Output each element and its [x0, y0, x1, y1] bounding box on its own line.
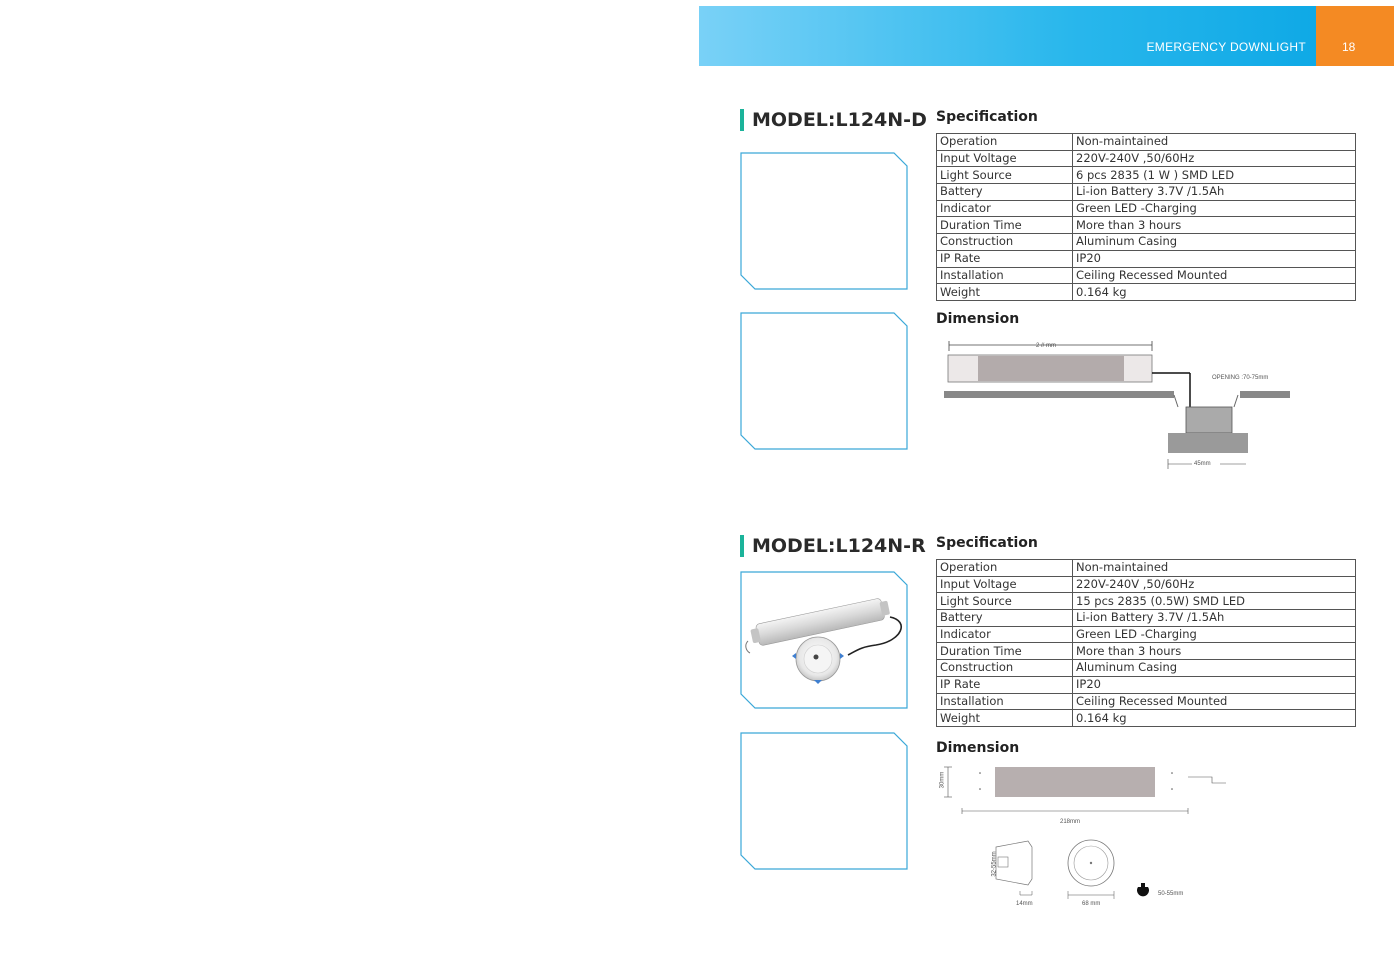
product-photo: [740, 571, 908, 709]
spec-value: IP20: [1073, 250, 1356, 267]
spec-value: More than 3 hours: [1073, 643, 1356, 660]
spec-value: 220V-240V ,50/60Hz: [1073, 576, 1356, 593]
spec-label: Weight: [937, 284, 1073, 301]
spec-value: Li-ion Battery 3.7V /1.5Ah: [1073, 184, 1356, 201]
spec-value: 15 pcs 2835 (0.5W) SMD LED: [1073, 593, 1356, 610]
spec-row: [937, 660, 1356, 677]
spec-row: [937, 576, 1356, 593]
spec-row: [937, 643, 1356, 660]
spec-value: Green LED -Charging: [1073, 626, 1356, 643]
spec-label: Battery: [937, 184, 1073, 201]
dimension-diagram-svg: [936, 337, 1296, 472]
dim-label-diameter: 68 mm: [1082, 901, 1101, 907]
dim-label-length: 218mm: [1060, 819, 1081, 825]
spec-row: [937, 676, 1356, 693]
spec-label: Duration Time: [937, 217, 1073, 234]
spec-row: [937, 250, 1356, 267]
spec-label: Construction: [937, 660, 1073, 677]
dim-label-height: 30mm: [939, 771, 946, 789]
spec-row: [937, 167, 1356, 184]
header-title: EMERGENCY DOWNLIGHT: [1146, 40, 1306, 54]
spec-value: 6 pcs 2835 (1 W ) SMD LED: [1073, 167, 1356, 184]
spec-row: [937, 200, 1356, 217]
spec-value: Ceiling Recessed Mounted: [1073, 267, 1356, 284]
spec-label: Indicator: [937, 200, 1073, 217]
spec-label: Installation: [937, 267, 1073, 284]
spec-label: Input Voltage: [937, 150, 1073, 167]
spec-label: IP Rate: [937, 250, 1073, 267]
header-bar: [699, 6, 1316, 66]
spec-value: Ceiling Recessed Mounted: [1073, 693, 1356, 710]
product-image-frame-2: [740, 312, 908, 450]
spec-row: [937, 150, 1356, 167]
spec-row: [937, 234, 1356, 251]
spec-row: [937, 626, 1356, 643]
dimension-heading: Dimension: [936, 740, 1020, 756]
product-image-frame-2: [740, 732, 908, 870]
spec-row: [937, 284, 1356, 301]
spec-row: [937, 693, 1356, 710]
page-number-badge: [1316, 6, 1394, 66]
model-title: MODEL:L124N-D: [740, 109, 927, 131]
spec-label: Light Source: [937, 593, 1073, 610]
spec-row: [937, 610, 1356, 627]
spec-value: IP20: [1073, 676, 1356, 693]
dim-label-side: 32-55mm: [991, 851, 998, 877]
spec-value: 0.164 kg: [1073, 710, 1356, 727]
spec-value: Non-maintained: [1073, 134, 1356, 151]
model-section-r: [740, 535, 1360, 915]
dimension-drawing: [936, 763, 1296, 913]
model-title: MODEL:L124N-R: [740, 535, 926, 557]
spec-row: [937, 560, 1356, 577]
product-image-frame: [740, 571, 908, 709]
spec-label: Installation: [937, 693, 1073, 710]
spec-value: Aluminum Casing: [1073, 660, 1356, 677]
dimension-heading: Dimension: [936, 311, 1020, 327]
dim-label-bottom: 45mm: [1194, 461, 1211, 467]
spec-heading: Specification: [936, 109, 1038, 125]
spec-label: Construction: [937, 234, 1073, 251]
dim-label-length: 2 // mm: [1036, 343, 1057, 349]
spec-row: [937, 593, 1356, 610]
spec-table: [936, 559, 1356, 727]
page-number: 18: [1342, 40, 1356, 54]
spec-value: More than 3 hours: [1073, 217, 1356, 234]
spec-row: [937, 184, 1356, 201]
dimension-diagram-svg: [936, 763, 1296, 913]
spec-label: Operation: [937, 560, 1073, 577]
spec-row: [937, 710, 1356, 727]
spec-value: Li-ion Battery 3.7V /1.5Ah: [1073, 610, 1356, 627]
spec-heading: Specification: [936, 535, 1038, 551]
spec-row: [937, 134, 1356, 151]
spec-label: Duration Time: [937, 643, 1073, 660]
spec-label: Battery: [937, 610, 1073, 627]
spec-label: Indicator: [937, 626, 1073, 643]
dim-label-cutout: 50-55mm: [1158, 891, 1184, 897]
spec-label: IP Rate: [937, 676, 1073, 693]
model-section-d: [740, 109, 1360, 479]
spec-label: Operation: [937, 134, 1073, 151]
spec-label: Light Source: [937, 167, 1073, 184]
spec-value: Aluminum Casing: [1073, 234, 1356, 251]
spec-table: [936, 133, 1356, 301]
spec-label: Weight: [937, 710, 1073, 727]
dimension-drawing: [936, 337, 1296, 472]
spec-row: [937, 217, 1356, 234]
spec-value: Green LED -Charging: [1073, 200, 1356, 217]
product-image-frame: [740, 152, 908, 290]
spec-label: Input Voltage: [937, 576, 1073, 593]
dim-label-depth: 14mm: [1016, 901, 1033, 907]
spec-value: Non-maintained: [1073, 560, 1356, 577]
spec-value: 0.164 kg: [1073, 284, 1356, 301]
spec-row: [937, 267, 1356, 284]
dim-label-cutout: OPENING :70-75mm: [1212, 375, 1269, 381]
spec-value: 220V-240V ,50/60Hz: [1073, 150, 1356, 167]
